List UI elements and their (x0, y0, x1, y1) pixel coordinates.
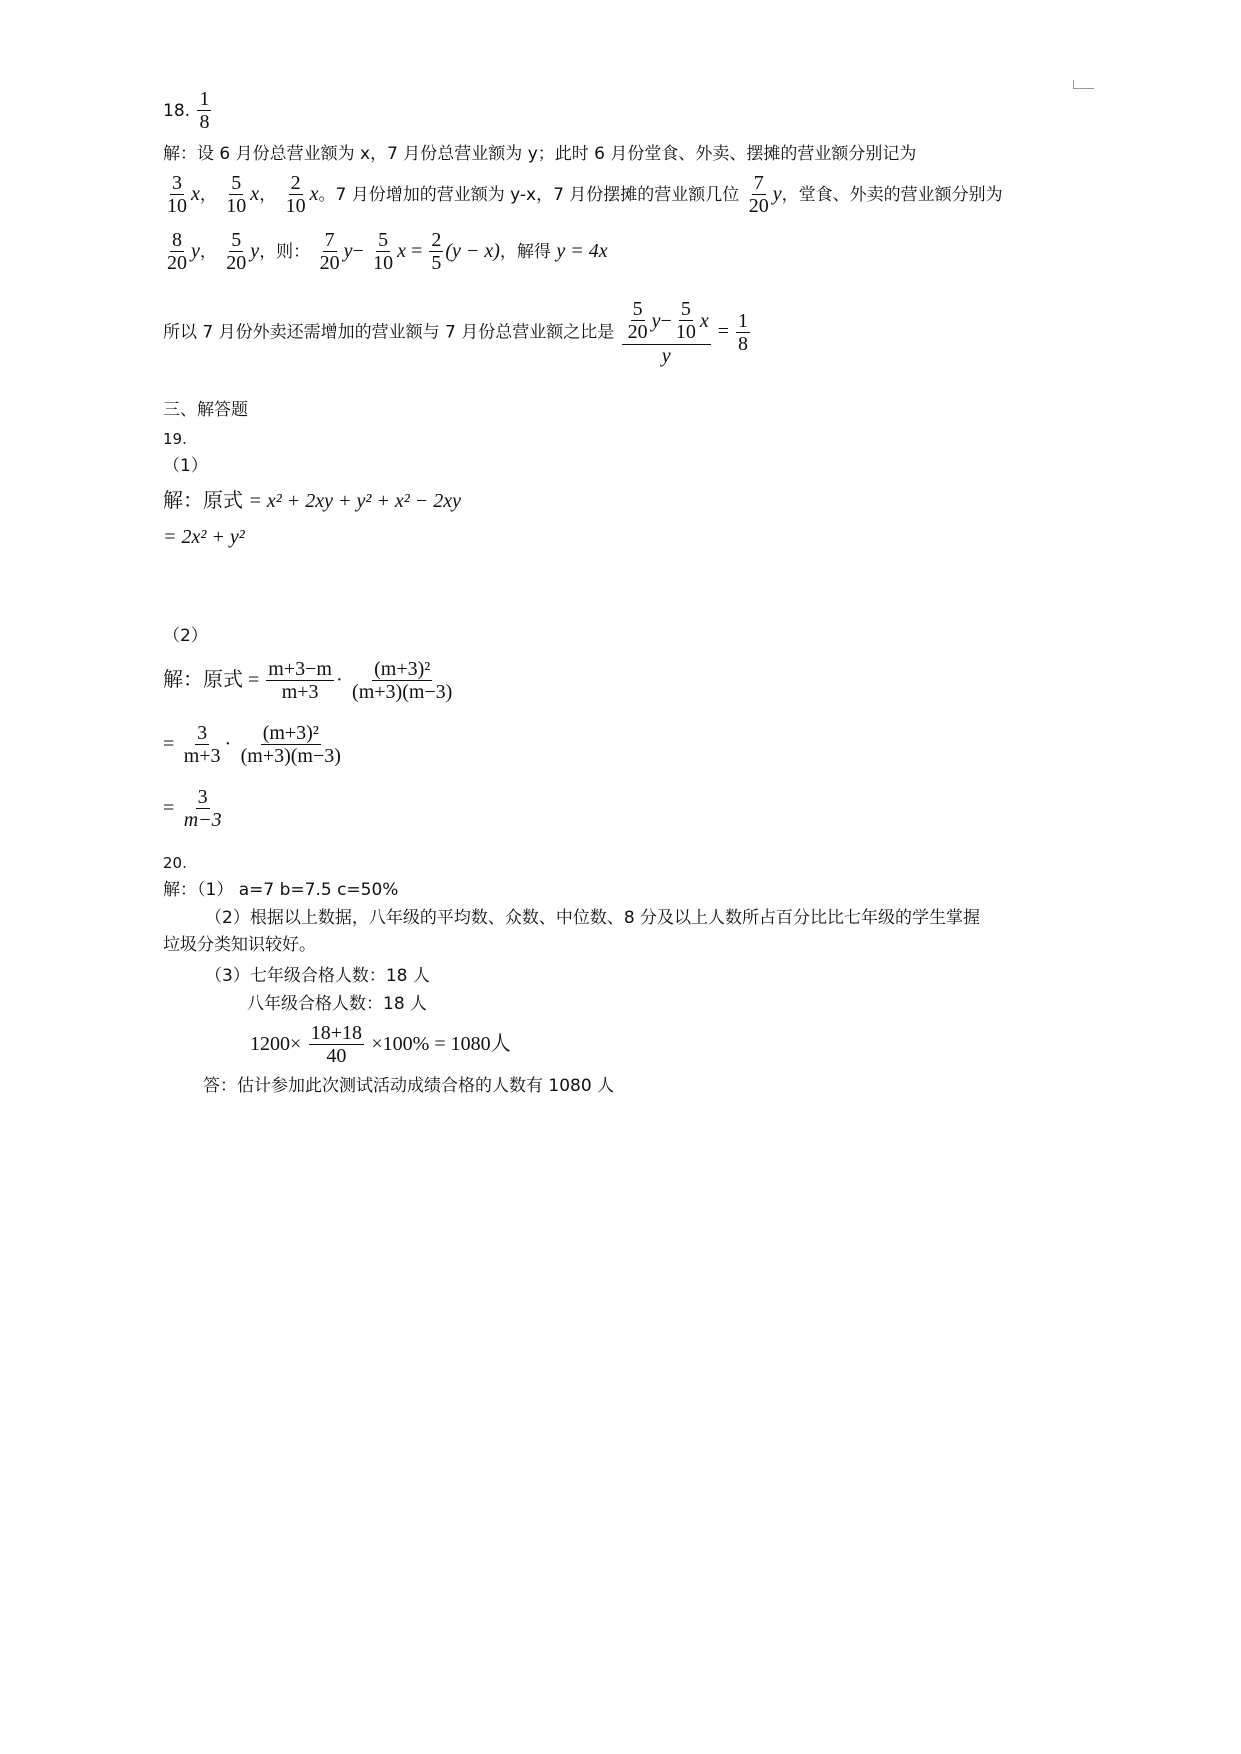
q20-part2-line1: （2）根据以上数据，八年级的平均数、众数、中位数、8 分及以上人数所占百分比比七年级的学生掌握 (205, 908, 981, 928)
q20-answer: 答：估计参加此次测试活动成绩合格的人数有 1080 人 (203, 1076, 615, 1096)
equation-fraction-2-5: $\frac{2}{5}$ (431, 229, 442, 275)
q19-part1-result: = 2x² + y² (163, 526, 245, 548)
q19-part2-line2: = $\frac{3}{m+3}$ · $\frac{\text{(m+3)²}}{(m+3)(m-3)}$ (163, 722, 341, 768)
q18-solution-line3: $\frac{8}{20}$ y， $\frac{5}{20}$ y，则： $\frac{7}{20}$ y− $\frac{5}{10}$ x = $\frac{2}{5}$ (y − x)，解得 y = 4x (167, 229, 608, 275)
page-corner-mark (1073, 80, 1094, 89)
fraction-2-10: $\frac{2}{10}$ (285, 172, 306, 218)
fraction-5-20: $\frac{5}{20}$ (226, 229, 247, 275)
q20-label: 20. (163, 854, 187, 872)
q19-part2-line1: 解：原式 = $\frac{m+3-m}{m+3}$ · $\frac{\text{(m+3)²}}{(m+3)(m-3)}$ (163, 658, 453, 704)
q18-result: y = 4x (556, 239, 608, 262)
q18-conclusion: 所以 7 月份外卖还需增加的营业额与 7 月份总营业额之比是 5 20 y − $\frac{5}{10}$ x y = $\frac{1}{8}$ (163, 298, 748, 367)
equation-fraction-5-10: $\frac{5}{10}$ (373, 229, 394, 275)
q18-solution-line2: $\frac{3}{10}$ x， $\frac{5}{10}$ x， $\frac{2}{10}$ x。7 月份增加的营业额为 y-x，7 月份摆摊的营业额几位 $\frac{7}{20}$ y，堂食、外卖的营业额分别为 (167, 172, 1003, 218)
q19-part2-line3: = $\frac{3}{m-3}$ (163, 786, 222, 832)
q19-part1-label: （1） (163, 456, 208, 476)
ratio-complex-fraction: 5 20 y − $\frac{5}{10}$ x y (622, 298, 711, 367)
q18-solution-line1: 解：设 6 月份总营业额为 x，7 月份总营业额为 y；此时 6 月份堂食、外卖、摆摊的营业额分别记为 (163, 144, 917, 164)
fraction-7-20: $\frac{7}{20}$ (748, 172, 769, 218)
q19-part2-label: （2） (163, 626, 208, 646)
fraction-3-10: $\frac{3}{10}$ (167, 172, 187, 218)
fraction-8-20: $\frac{8}{20}$ (167, 229, 187, 275)
q18-label: 18. (163, 100, 191, 121)
q20-part3-line2: 八年级合格人数：18 人 (247, 994, 428, 1014)
section-heading: 三、解答题 (163, 400, 248, 420)
q20-part3-line1: （3）七年级合格人数：18 人 (205, 966, 430, 986)
q19-part1-line1: 解：原式 = x² + 2xy + y² + x² − 2xy (163, 488, 462, 512)
fraction-5-10: $\frac{5}{10}$ (226, 172, 247, 218)
q20-calculation: 1200× $\frac{18+18}{40}$ ×100% = 1080人 (250, 1022, 511, 1068)
q19-label: 19. (163, 430, 187, 448)
ratio-result-fraction: $\frac{1}{8}$ (738, 309, 748, 356)
equation-fraction-7-20: $\frac{7}{20}$ (319, 229, 340, 275)
q20-part1: 解：（1） a=7 b=7.5 c=50% (163, 880, 399, 900)
q18-answer-fraction: $\frac{1}{8}$ (199, 88, 210, 134)
q18-header (163, 88, 213, 134)
q20-part2-line2: 垃圾分类知识较好。 (163, 935, 316, 955)
